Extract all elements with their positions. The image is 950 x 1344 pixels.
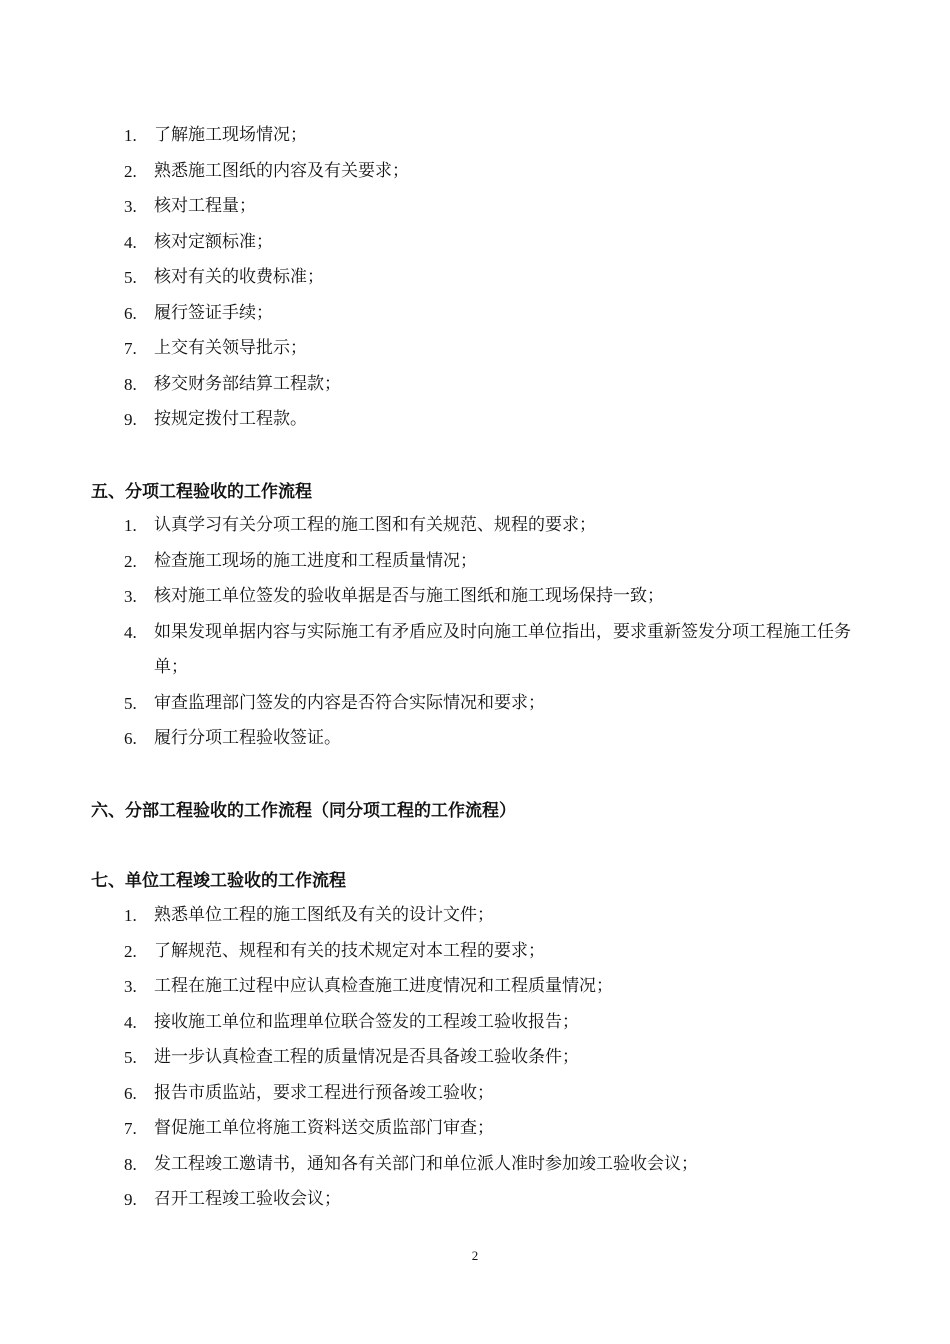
- item-number: 1.: [124, 516, 137, 535]
- item-number: 6.: [124, 1083, 137, 1103]
- list-item: [0, 1076, 950, 1112]
- section5-list: [0, 508, 950, 757]
- list-item: [0, 579, 950, 615]
- list-item: [0, 1147, 950, 1183]
- item-number: 5.: [124, 1048, 137, 1067]
- item-number: 4.: [124, 1012, 137, 1032]
- section5-heading: 五、分项工程验收的工作流程: [91, 482, 312, 502]
- item-number: 7.: [124, 339, 137, 358]
- list-item: [0, 260, 950, 296]
- list-item: [0, 615, 950, 686]
- item-text: 如果发现单据内容与实际施工有矛盾应及时向施工单位指出，要求重新签发分项工程施工任务单；: [154, 621, 851, 677]
- item-text: 报告市质监站，要求工程进行预备竣工验收；: [154, 1082, 494, 1103]
- item-number: 2.: [124, 941, 137, 961]
- item-text: 核对定额标准；: [154, 231, 273, 252]
- section7-list: [0, 898, 950, 1218]
- item-number: 9.: [124, 410, 137, 429]
- list-item: [0, 189, 950, 225]
- list-item: [0, 1111, 950, 1147]
- list-item: [0, 154, 950, 190]
- list-item: [0, 1005, 950, 1041]
- list-item: [0, 969, 950, 1005]
- item-number: 8.: [124, 374, 137, 394]
- item-number: 1.: [124, 906, 137, 925]
- list-item: [0, 118, 950, 154]
- list-item: [0, 1182, 950, 1218]
- list-item: [0, 898, 950, 934]
- section7-heading: 七、单位工程竣工验收的工作流程: [91, 871, 346, 891]
- section4-list: [0, 118, 950, 438]
- list-item: [0, 331, 950, 367]
- item-number: 7.: [124, 1119, 137, 1138]
- item-text: 按规定拨付工程款。: [154, 409, 307, 429]
- item-text: 发工程竣工邀请书，通知各有关部门和单位派人准时参加竣工验收会议；: [154, 1153, 698, 1174]
- item-text: 核对工程量；: [154, 196, 256, 216]
- item-text: 接收施工单位和监理单位联合签发的工程竣工验收报告；: [154, 1011, 579, 1032]
- item-text: 认真学习有关分项工程的施工图和有关规范、规程的要求；: [154, 515, 596, 535]
- item-number: 9.: [124, 1190, 137, 1209]
- item-text: 工程在施工过程中应认真检查施工进度情况和工程质量情况；: [154, 976, 613, 996]
- list-item: [0, 544, 950, 580]
- page-number: 2: [471, 1248, 479, 1263]
- item-number: 5.: [124, 693, 137, 713]
- item-number: 8.: [124, 1154, 137, 1174]
- item-text: 了解规范、规程和有关的技术规定对本工程的要求；: [154, 940, 545, 961]
- list-item: [0, 686, 950, 722]
- item-number: 3.: [124, 587, 137, 606]
- item-number: 4.: [124, 622, 137, 642]
- item-text: 履行签证手续；: [154, 302, 273, 323]
- list-item: [0, 402, 950, 438]
- list-item: [0, 1040, 950, 1076]
- item-text: 督促施工单位将施工资料送交质监部门审查；: [154, 1118, 494, 1138]
- item-number: 2.: [124, 551, 137, 571]
- item-text: 核对施工单位签发的验收单据是否与施工图纸和施工现场保持一致；: [154, 586, 664, 606]
- item-number: 4.: [124, 232, 137, 252]
- list-item: [0, 508, 950, 544]
- item-text: 履行分项工程验收签证。: [154, 728, 341, 748]
- item-text: 熟悉单位工程的施工图纸及有关的设计文件；: [154, 905, 494, 925]
- item-number: 6.: [124, 729, 137, 748]
- item-text: 核对有关的收费标准；: [154, 267, 324, 287]
- list-item: [0, 934, 950, 970]
- item-number: 1.: [124, 126, 137, 145]
- item-text: 熟悉施工图纸的内容及有关要求；: [154, 160, 409, 181]
- item-number: 6.: [124, 303, 137, 323]
- item-number: 5.: [124, 268, 137, 287]
- item-number: 3.: [124, 977, 137, 996]
- section6-heading: 六、分部工程验收的工作流程（同分项工程的工作流程）: [91, 801, 516, 821]
- item-text: 召开工程竣工验收会议；: [154, 1189, 341, 1209]
- item-text: 检查施工现场的施工进度和工程质量情况；: [154, 550, 477, 571]
- item-text: 进一步认真检查工程的质量情况是否具备竣工验收条件；: [154, 1047, 579, 1067]
- item-text: 了解施工现场情况；: [154, 125, 307, 145]
- list-item: [0, 296, 950, 332]
- item-text: 审查监理部门签发的内容是否符合实际情况和要求；: [154, 692, 545, 713]
- item-number: 2.: [124, 161, 137, 181]
- list-item: [0, 721, 950, 757]
- item-number: 3.: [124, 197, 137, 216]
- item-text: 上交有关领导批示；: [154, 338, 307, 358]
- list-item: [0, 225, 950, 261]
- list-item: [0, 367, 950, 403]
- item-text: 移交财务部结算工程款；: [154, 373, 341, 394]
